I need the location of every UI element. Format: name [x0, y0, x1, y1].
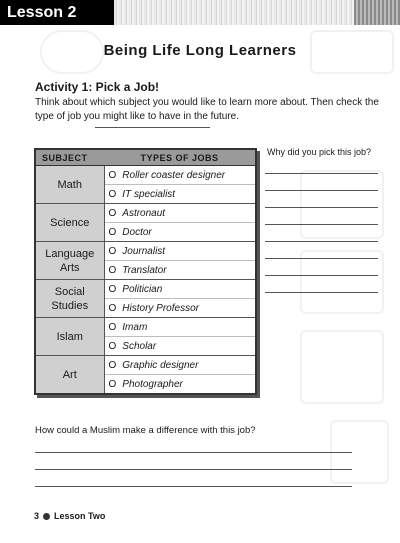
page-title: Being Life Long Learners: [103, 42, 297, 59]
job-label: IT specialist: [122, 188, 176, 200]
header-stripe: [114, 0, 400, 25]
job-label: History Professor: [122, 302, 199, 314]
job-option[interactable]: [104, 299, 256, 318]
checkbox-circle-icon[interactable]: O: [108, 340, 117, 352]
job-label: Astronaut: [122, 207, 166, 219]
table-row: [35, 242, 256, 261]
checkbox-circle-icon[interactable]: O: [108, 302, 117, 314]
instructions-underline: [95, 127, 210, 128]
jobs-table: [34, 148, 257, 395]
why-answer-line[interactable]: [265, 292, 378, 293]
job-option[interactable]: [104, 280, 256, 299]
why-answer-line[interactable]: [265, 190, 378, 191]
why-answer-line[interactable]: [265, 207, 378, 208]
job-label: Politician: [122, 283, 163, 295]
table-row: [35, 318, 256, 337]
checkbox-circle-icon[interactable]: O: [108, 378, 117, 390]
activity-instructions: Think about which subject you would like to learn more about. Then check the type of job you might like to have in the future.: [35, 97, 379, 122]
table-row: [35, 280, 256, 299]
subject-cell: Language Arts: [35, 242, 104, 280]
job-option[interactable]: [104, 242, 256, 261]
subject-cell: Islam: [35, 318, 104, 356]
page-footer: [34, 511, 105, 521]
table-row: [35, 204, 256, 223]
job-label: Doctor: [122, 226, 152, 238]
subject-cell: Math: [35, 166, 104, 204]
job-option[interactable]: [104, 375, 256, 395]
how-prompt: How could a Muslim make a difference with this job?: [35, 425, 256, 436]
job-option[interactable]: [104, 356, 256, 375]
job-option[interactable]: [104, 337, 256, 356]
table-header-row: [35, 149, 256, 166]
subject-cell: Science: [35, 204, 104, 242]
job-label: Scholar: [122, 340, 157, 352]
why-answer-line[interactable]: [265, 275, 378, 276]
why-answer-line[interactable]: [265, 241, 378, 242]
footer-lesson-label: Lesson Two: [54, 511, 106, 521]
table-row: [35, 166, 256, 185]
job-option[interactable]: [104, 318, 256, 337]
job-label: Graphic designer: [122, 359, 199, 371]
checkbox-circle-icon[interactable]: O: [108, 264, 117, 276]
how-answer-line[interactable]: [35, 452, 352, 453]
why-prompt: Why did you pick this job?: [267, 147, 372, 157]
checkbox-circle-icon[interactable]: O: [108, 226, 117, 238]
checkbox-circle-icon[interactable]: O: [108, 283, 117, 295]
job-option[interactable]: [104, 223, 256, 242]
page-number: 3: [34, 511, 40, 521]
why-answer-line[interactable]: [265, 173, 378, 174]
job-label: Photographer: [122, 378, 183, 390]
job-option[interactable]: [104, 166, 256, 185]
job-option[interactable]: [104, 185, 256, 204]
activity-heading: Activity 1: Pick a Job!: [35, 80, 160, 94]
why-answer-line[interactable]: [265, 258, 378, 259]
job-label: Roller coaster designer: [122, 169, 226, 181]
checkbox-circle-icon[interactable]: O: [108, 321, 117, 333]
subject-cell: Social Studies: [35, 280, 104, 318]
why-answer-line[interactable]: [265, 224, 378, 225]
checkbox-circle-icon[interactable]: O: [108, 359, 117, 371]
lesson-tab: Lesson 2: [0, 0, 114, 25]
checkbox-circle-icon[interactable]: O: [108, 245, 117, 257]
how-answer-line[interactable]: [35, 469, 352, 470]
job-label: Journalist: [122, 245, 166, 257]
subject-cell: Art: [35, 356, 104, 395]
subject-column-header: SUBJECT: [35, 149, 104, 166]
job-option[interactable]: [104, 204, 256, 223]
bullet-icon: [43, 513, 50, 520]
checkbox-circle-icon[interactable]: O: [108, 169, 117, 181]
how-answer-line[interactable]: [35, 486, 352, 487]
table-row: [35, 356, 256, 375]
checkbox-circle-icon[interactable]: O: [108, 207, 117, 219]
job-label: Imam: [122, 321, 148, 333]
job-option[interactable]: [104, 261, 256, 280]
jobs-column-header: TYPES OF JOBS: [104, 149, 256, 166]
checkbox-circle-icon[interactable]: O: [108, 188, 117, 200]
job-label: Translator: [122, 264, 167, 276]
